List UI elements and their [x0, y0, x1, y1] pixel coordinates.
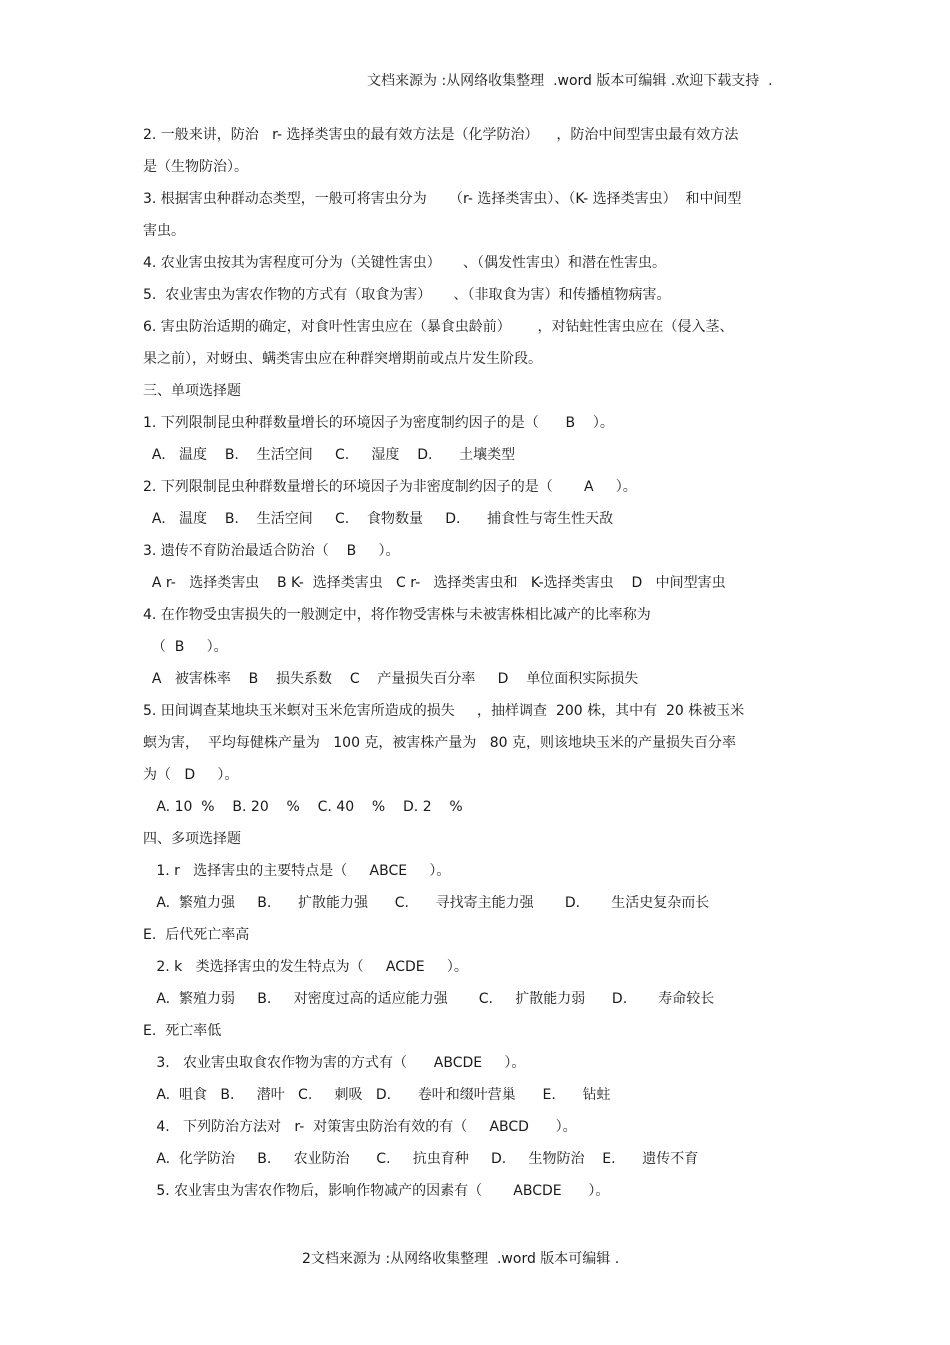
text-line: 6. 害虫防治适期的确定，对食叶性害虫应在（暴食虫龄前） ，对钻蛀性害虫应在（侵入茎、	[143, 319, 734, 335]
text-line: A. 繁殖力强 B. 扩散能力强 C. 寻找寄主能力强 D. 生活史复杂而长	[143, 895, 710, 911]
text-line: 5. 农业害虫为害农作物后，影响作物减产的因素有（ ABCDE ）。	[143, 1183, 610, 1199]
text-line: 3. 农业害虫取食农作物为害的方式有（ ABCDE ）。	[143, 1055, 526, 1071]
text-line: A. 繁殖力弱 B. 对密度过高的适应能力强 C. 扩散能力弱 D. 寿命较长	[143, 991, 715, 1007]
text-line: 三、单项选择题	[143, 383, 241, 399]
text-line: A. 10 % B. 20 % C. 40 % D. 2 %	[143, 799, 463, 815]
text-line: E. 死亡率低	[143, 1023, 222, 1039]
text-line: 螟为害， 平均每健株产量为 100 克，被害株产量为 80 克，则该地块玉米的产量损失百分率	[143, 735, 737, 751]
text-line: 4. 下列防治方法对 r- 对策害虫防治有效的有（ ABCD ）。	[143, 1119, 577, 1135]
text-line: 害虫。	[143, 223, 185, 239]
text-line: 四、多项选择题	[143, 831, 241, 847]
text-line: 4. 在作物受虫害损失的一般测定中，将作物受害株与未被害株相比减产的比率称为	[143, 607, 651, 623]
text-line: 为（ D ）。	[143, 767, 239, 783]
text-line: 2. 下列限制昆虫种群数量增长的环境因子为非密度制约因子的是（ A ）。	[143, 479, 637, 495]
text-line: 3. 根据害虫种群动态类型，一般可将害虫分为 （r- 选择类害虫）、（K- 选择类害虫） 和中间型	[143, 191, 742, 207]
text-line: A. 温度 B. 生活空间 C. 食物数量 D. 捕食性与寄生性天敌	[143, 511, 614, 527]
text-line: 1. r 选择害虫的主要特点是（ ABCE ）。	[143, 863, 451, 879]
text-line: 1. 下列限制昆虫种群数量增长的环境因子为密度制约因子的是（ B ）。	[143, 415, 614, 431]
text-line: 果之前），对蚜虫、螨类害虫应在种群突增期前或点片发生阶段。	[143, 351, 542, 367]
text-line: A. 温度 B. 生活空间 C. 湿度 D. 土壤类型	[143, 447, 516, 463]
text-line: 4. 农业害虫按其为害程度可分为（关键性害虫） 、（偶发性害虫）和潜在性害虫。	[143, 255, 667, 271]
text-line: 2. k 类选择害虫的发生特点为（ ACDE ）。	[143, 959, 468, 975]
text-line: 5. 田间调查某地块玉米螟对玉米危害所造成的损失 ，抽样调查 200 株，其中有 20 株被玉米	[143, 703, 745, 719]
text-line: 5. 农业害虫为害农作物的方式有（取食为害） 、（非取食为害）和传播植物病害。	[143, 287, 671, 303]
text-line: A. 咀食 B. 潜叶 C. 刺吸 D. 卷叶和缀叶营巢 E. 钻蛀	[143, 1087, 611, 1103]
text-line: E. 后代死亡率高	[143, 927, 250, 943]
page-header: 文档来源为 :从网络收集整理 .word 版本可编辑 .欢迎下载支持 .	[367, 73, 773, 89]
text-line: 2. 一般来讲，防治 r- 选择类害虫的最有效方法是（化学防治） ，防治中间型害虫最有效方法	[143, 127, 739, 143]
page-footer: 2文档来源为 :从网络收集整理 .word 版本可编辑 .	[302, 1251, 620, 1267]
text-line: 是（生物防治）。	[143, 159, 248, 175]
text-line: A 被害株率 B 损失系数 C 产量损失百分率 D 单位面积实际损失	[143, 671, 639, 687]
text-line: A r- 选择类害虫 B K- 选择类害虫 C r- 选择类害虫和 K-选择类害虫 D 中间型害虫	[143, 575, 726, 591]
text-line: A. 化学防治 B. 农业防治 C. 抗虫育种 D. 生物防治 E. 遗传不育	[143, 1151, 699, 1167]
text-line: 3. 遗传不育防治最适合防治（ B ）。	[143, 543, 400, 559]
text-line: （ B ）。	[143, 639, 228, 655]
